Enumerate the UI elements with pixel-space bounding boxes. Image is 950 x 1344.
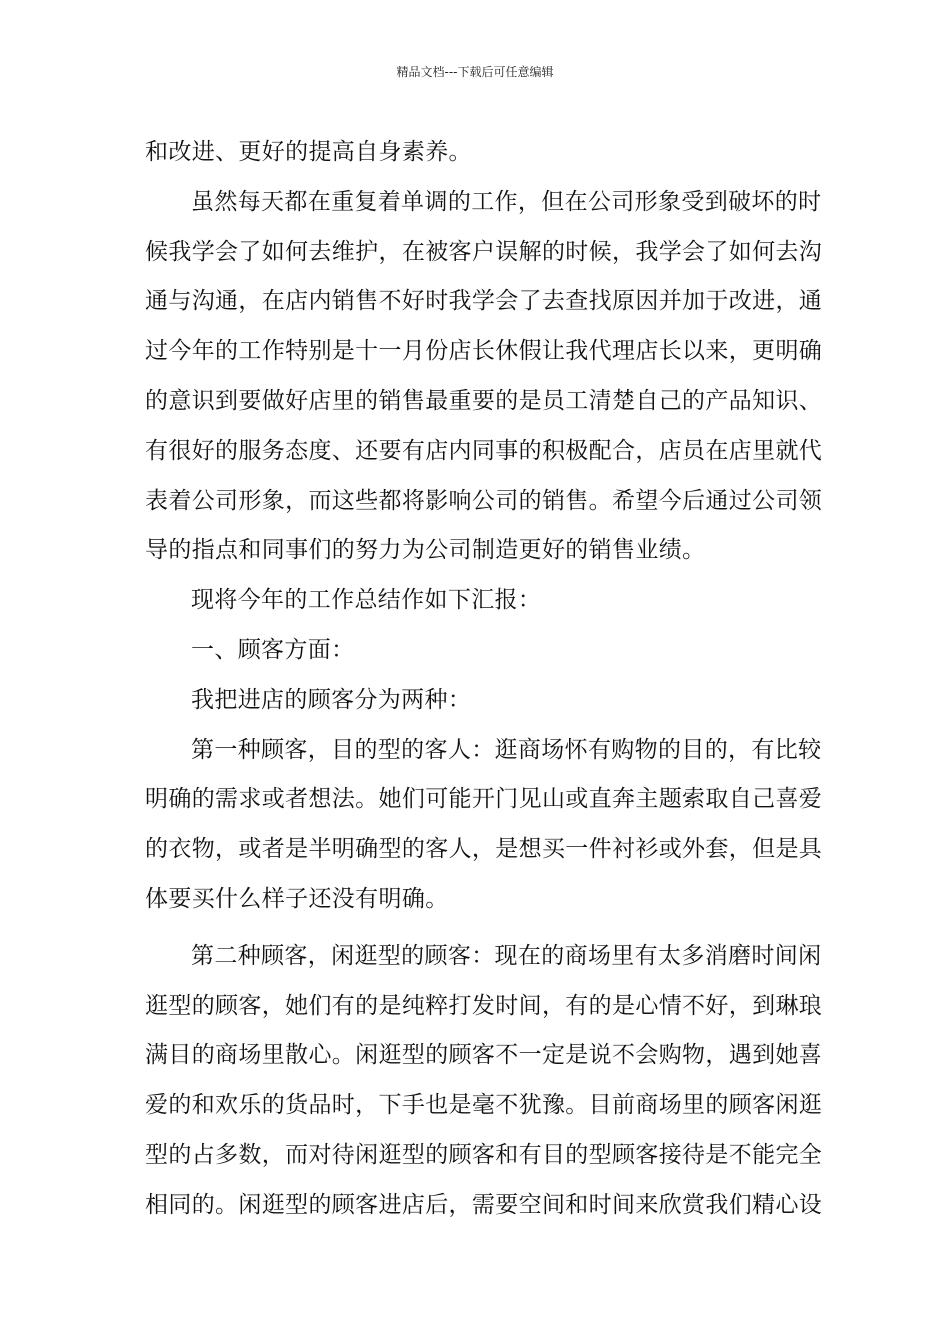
section-heading: 一、顾客方面：	[191, 636, 355, 663]
text-line: 过今年的工作特别是十一月份店长休假让我代理店长以来，更明确	[145, 338, 823, 365]
text-line: 相同的。闲逛型的顾客进店后，需要空间和时间来欣赏我们精心设	[145, 1191, 823, 1218]
paragraph-gap	[145, 925, 810, 932]
text-line: 导的指点和同事们的努力为公司制造更好的销售业绩。	[145, 537, 706, 564]
text-line: 逛型的顾客，她们有的是纯粹打发时间，有的是心情不好，到琳琅	[145, 992, 823, 1019]
text-line: 的衣物，或者是半明确型的客人，是想买一件衬衫或外套，但是具	[145, 836, 823, 863]
text-line: 候我学会了如何去维护，在被客户误解的时候，我学会了如何去沟	[145, 238, 823, 265]
text-line: 明确的需求或者想法。她们可能开门见山或直奔主题索取自己喜爱	[145, 786, 823, 813]
text-line: 满目的商场里散心。闲逛型的顾客不一定是说不会购物，遇到她喜	[145, 1042, 823, 1069]
paragraph-start-line: 我把进店的顾客分为两种：	[191, 686, 472, 713]
text-line: 和改进、更好的提高自身素养。	[145, 139, 472, 165]
text-line: 通与沟通，在店内销售不好时我学会了去查找原因并加于改进，通	[145, 288, 823, 315]
paragraph-start-line: 第一种顾客，目的型的客人：逛商场怀有购物的目的，有比较	[191, 736, 822, 763]
text-line: 有很好的服务态度、还要有店内同事的积极配合，店员在店里就代	[145, 437, 823, 464]
paragraph-start-line: 虽然每天都在重复着单调的工作，但在公司形象受到破坏的时	[191, 188, 822, 215]
paragraph-start-line: 第二种顾客，闲逛型的顾客：现在的商场里有太多消磨时间闲	[191, 942, 822, 969]
paragraph-start-line: 现将今年的工作总结作如下汇报：	[191, 587, 542, 614]
text-line: 体要买什么样子还没有明确。	[145, 885, 449, 912]
page-header: 精品文档---下载后可任意编辑	[396, 65, 554, 79]
document-body	[145, 128, 823, 1231]
text-line: 的意识到要做好店里的销售最重要的是员工清楚自己的产品知识、	[145, 387, 823, 414]
text-line: 爱的和欢乐的货品时，下手也是毫不犹豫。目前商场里的顾客闲逛	[145, 1092, 823, 1119]
text-line: 型的占多数，而对待闲逛型的顾客和有目的型顾客接待是不能完全	[145, 1141, 823, 1168]
text-line: 表着公司形象，而这些都将影响公司的销售。希望今后通过公司领	[145, 487, 823, 514]
